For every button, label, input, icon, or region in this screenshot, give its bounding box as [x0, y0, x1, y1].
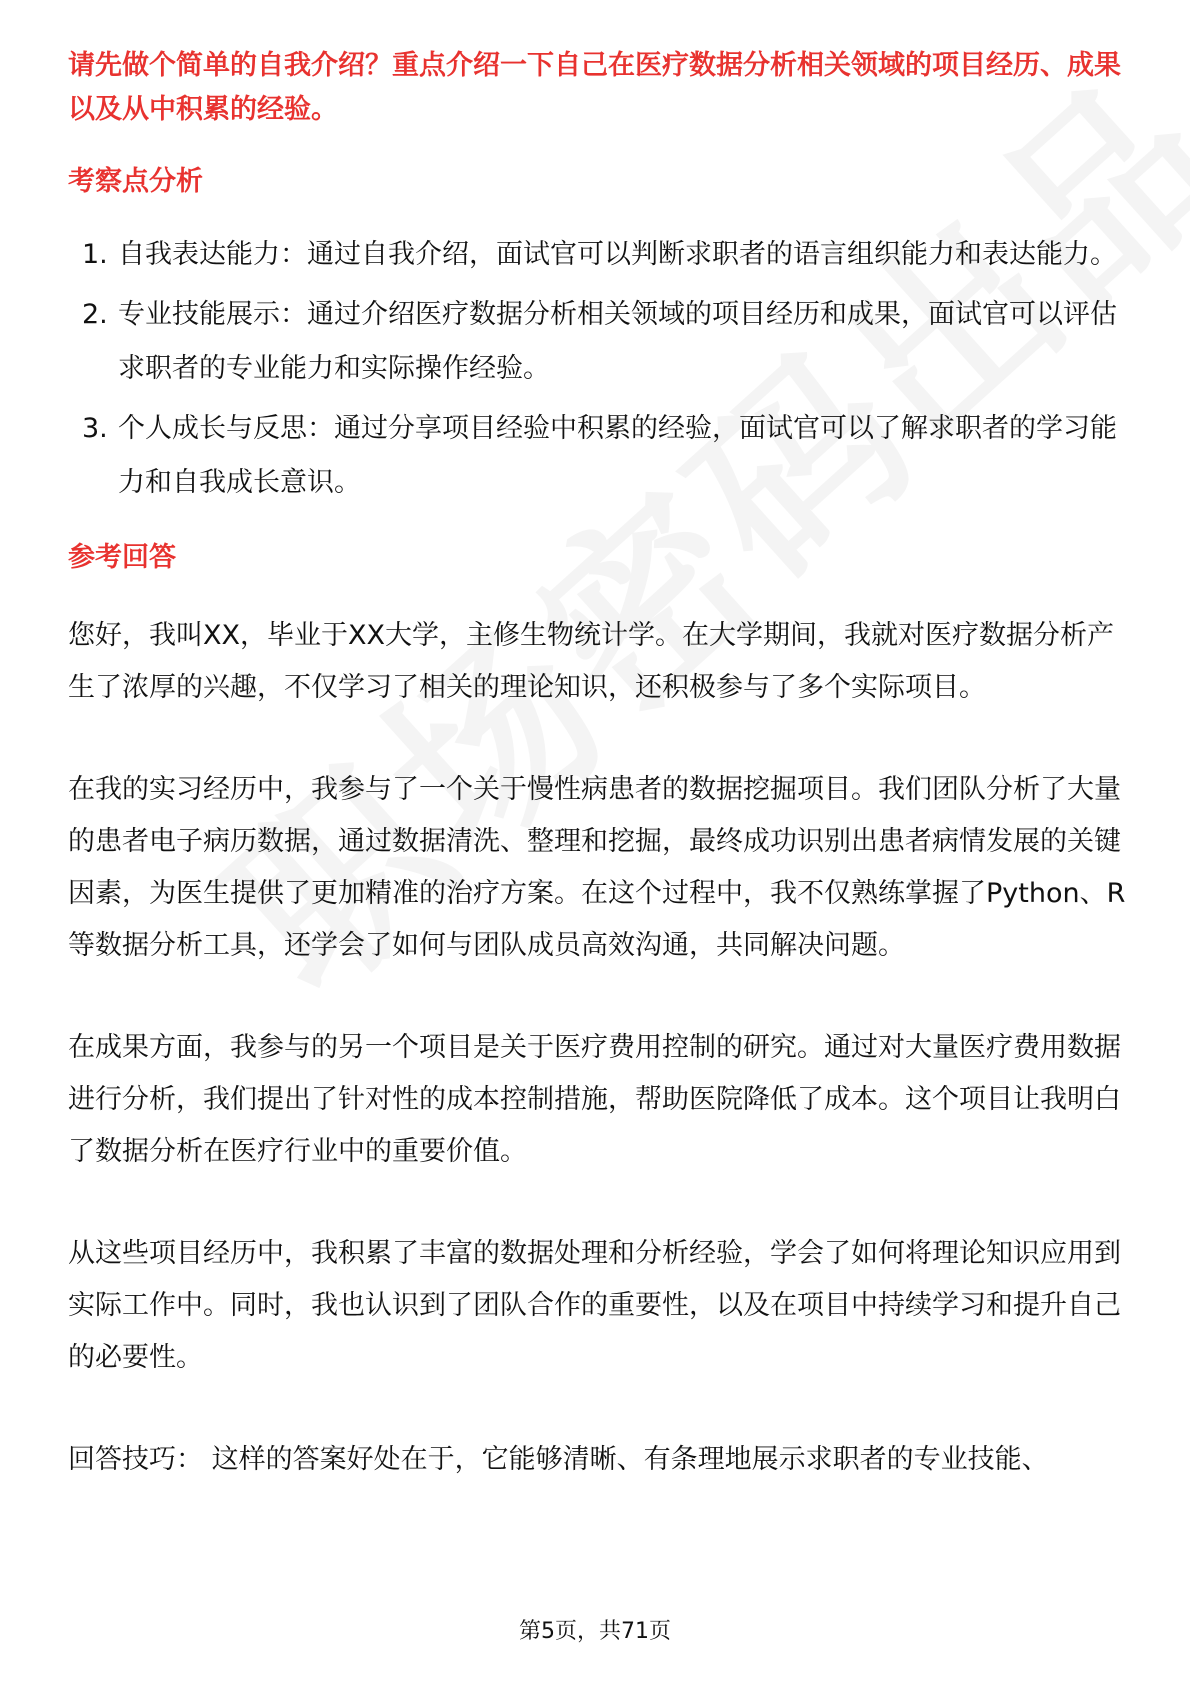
answer-tips-paragraph: 回答技巧： 这样的答案好处在于，它能够清晰、有条理地展示求职者的专业技能、 — [68, 1444, 1049, 1475]
analysis-section-title: 考察点分析 — [68, 166, 203, 197]
answer-paragraph: 您好，我叫XX，毕业于XX大学，主修生物统计学。在大学期间，我就对医疗数据分析产生了浓厚的兴趣，不仅学习了相关的理论知识，还积极参与了多个实际项目。 — [68, 620, 1114, 703]
analysis-points-list — [68, 228, 1130, 510]
point-number: 3. — [82, 413, 108, 444]
page-number-footer: 第5页，共71页 — [519, 1619, 671, 1644]
point-number: 2. — [82, 299, 108, 330]
answer-paragraph: 在成果方面，我参与的另一个项目是关于医疗费用控制的研究。通过对大量医疗费用数据进行分析，我们提出了针对性的成本控制措施，帮助医院降低了成本。这个项目让我明白了数据分析在医疗行业中的重要价值。 — [68, 1032, 1121, 1167]
answer-paragraph: 从这些项目经历中，我积累了丰富的数据处理和分析经验，学会了如何将理论知识应用到实际工作中。同时，我也认识到了团队合作的重要性，以及在项目中持续学习和提升自己的必要性。 — [68, 1238, 1121, 1373]
point-text: 专业技能展示：通过介绍医疗数据分析相关领域的项目经历和成果，面试官可以评估求职者的专业能力和实际操作经验。 — [118, 299, 1117, 384]
point-text: 个人成长与反思：通过分享项目经验中积累的经验，面试官可以了解求职者的学习能力和自我成长意识。 — [118, 413, 1117, 498]
question-heading: 请先做个简单的自我介绍？重点介绍一下自己在医疗数据分析相关领域的项目经历、成果以及从中积累的经验。 — [68, 50, 1121, 125]
document-page — [68, 44, 1130, 1486]
analysis-point — [68, 288, 1130, 396]
point-text: 自我表达能力：通过自我介绍，面试官可以判断求职者的语言组织能力和表达能力。 — [118, 239, 1117, 270]
analysis-point — [68, 402, 1130, 510]
analysis-point — [68, 228, 1130, 282]
reference-section-title: 参考回答 — [68, 542, 176, 573]
answer-paragraph: 在我的实习经历中，我参与了一个关于慢性病患者的数据挖掘项目。我们团队分析了大量的患者电子病历数据，通过数据清洗、整理和挖掘，最终成功识别出患者病情发展的关键因素，为医生提供了更加精准的治疗方案。在这个过程中，我不仅熟练掌握了Python、R等数据分析工具，还学会了如何与团队成员高效沟通，共同解决问题。 — [68, 774, 1126, 961]
point-number: 1. — [82, 239, 108, 270]
